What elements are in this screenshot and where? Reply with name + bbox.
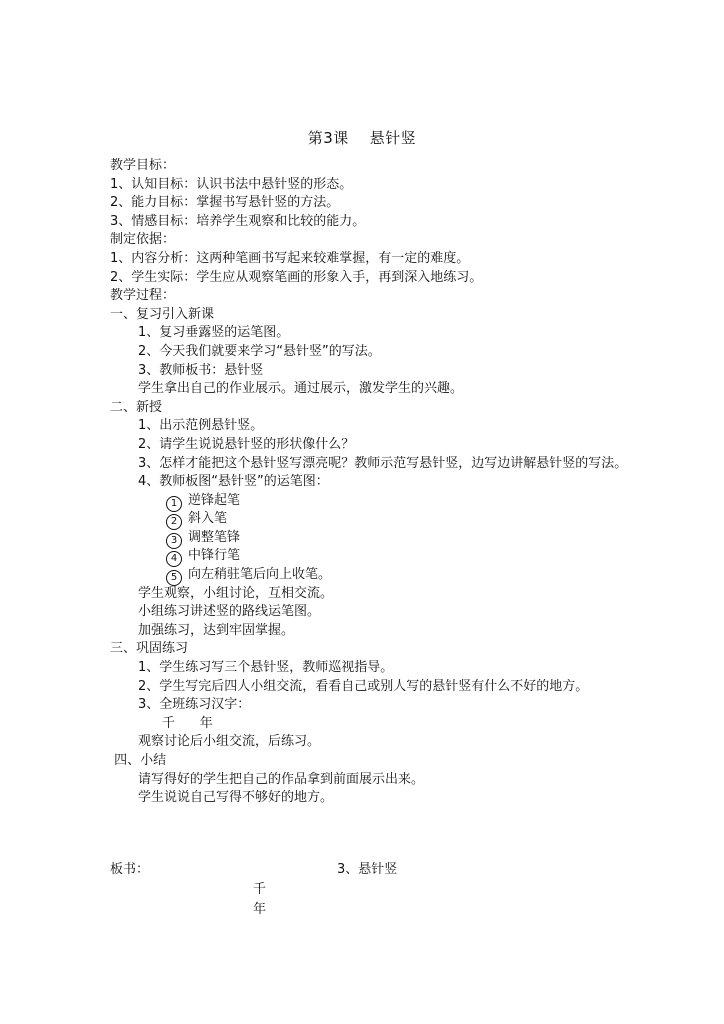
objective-item: 3、情感目标：培养学生观察和比较的能力。	[110, 213, 366, 229]
process-part-heading: 一、复习引入新课	[110, 306, 215, 322]
circled-number: 3	[166, 533, 182, 549]
section-heading-process: 教学过程：	[110, 288, 176, 304]
stroke-step	[110, 566, 640, 585]
board-character: 年	[253, 902, 267, 917]
stroke-step	[110, 529, 640, 548]
stroke-step	[110, 547, 640, 566]
objective-item: 1、认知目标：认识书法中悬针竖的形态。	[110, 176, 353, 192]
circled-number: 4	[166, 551, 182, 567]
process-part-heading: 三、巩固练习	[110, 641, 189, 657]
process-item: 1、复习垂露竖的运笔图。	[138, 325, 290, 341]
stroke-step	[110, 492, 640, 511]
practice-characters: 千 年	[162, 715, 213, 731]
process-item: 4、教师板图“悬针竖”的运笔图：	[138, 474, 329, 490]
process-item: 3、教师板书：悬针竖	[138, 362, 264, 378]
basis-item: 2、学生实际：学生应从观察笔画的形象入手，再到深入地练习。	[110, 269, 483, 285]
process-item-wrapped: 3、怎样才能把这个悬针竖写漂亮呢？教师示范写悬针竖，边写边讲解悬针竖的写法。	[138, 455, 628, 471]
board-label: 板书：	[110, 862, 150, 877]
stroke-step-text: 调整笔锋	[188, 529, 241, 545]
process-part-heading: 二、新授	[110, 399, 163, 415]
circled-number: 5	[166, 570, 182, 586]
circled-number: 1	[166, 496, 182, 512]
board-character: 千	[253, 882, 267, 897]
process-item-wrapped: 2、学生写完后四人小组交流，看看自己或别人写的悬针竖有什么不好的地方。	[138, 678, 589, 694]
process-text: 学生拿出自己的作业展示。通过展示，激发学生的兴趣。	[138, 381, 464, 397]
blackboard-plan	[110, 858, 640, 918]
stroke-step-text: 向左稍驻笔后向上收笔。	[188, 567, 332, 583]
process-text: 小组练习讲述竖的路线运笔图。	[138, 604, 321, 620]
process-text: 学生观察，小组讨论，互相交流。	[138, 585, 334, 601]
stroke-step-text: 逆锋起笔	[188, 492, 241, 508]
process-text: 观察讨论后小组交流，后练习。	[138, 734, 321, 750]
stroke-step	[110, 510, 640, 529]
page-title: 第3课 悬针竖	[307, 129, 417, 147]
objective-item: 2、能力目标：掌握书写悬针竖的方法。	[110, 195, 340, 211]
process-item: 1、出示范例悬针竖。	[138, 418, 264, 434]
process-item: 2、请学生说说悬针竖的形状像什么？	[138, 436, 355, 452]
circled-number: 2	[166, 514, 182, 530]
process-text: 加强练习，达到牢固掌握。	[138, 622, 295, 638]
stroke-step-text: 中锋行笔	[188, 548, 241, 564]
lesson-content	[110, 157, 640, 808]
section-heading-basis: 制定依据：	[110, 232, 176, 248]
board-title: 3、悬针竖	[337, 862, 398, 877]
process-part-heading: 四、小结	[110, 753, 167, 768]
section-heading-objectives: 教学目标：	[110, 158, 176, 173]
basis-item: 1、内容分析：这两种笔画书写起来较难掌握，有一定的难度。	[110, 250, 470, 266]
process-text: 请写得好的学生把自己的作品拿到前面展示出来。	[138, 771, 425, 787]
process-text: 学生说说自己写得不够好的地方。	[138, 790, 334, 806]
process-item: 2、今天我们就要来学习“悬针竖”的写法。	[138, 343, 381, 359]
process-item: 1、学生练习写三个悬针竖，教师巡视指导。	[138, 660, 394, 676]
process-item: 3、全班练习汉字：	[138, 697, 251, 713]
stroke-step-text: 斜入笔	[188, 511, 228, 527]
